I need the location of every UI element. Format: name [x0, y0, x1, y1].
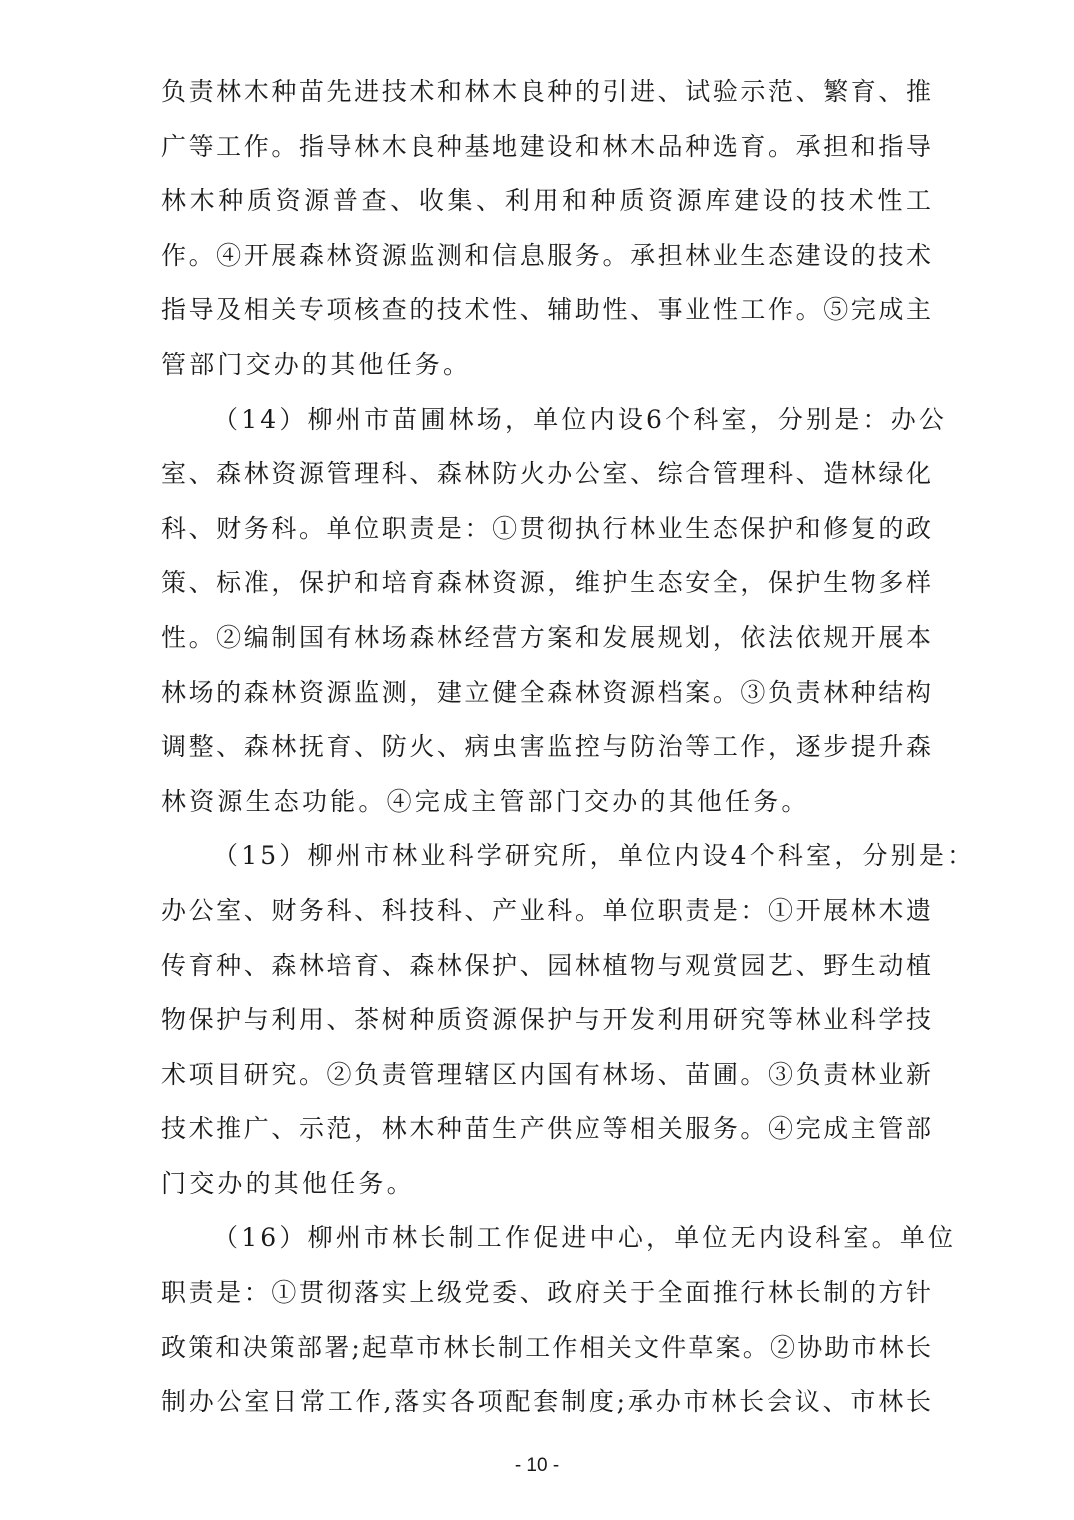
paragraph-heading-14: （14）柳州市苗圃林场，单位内设6个科室，分别是：办公 [213, 404, 948, 434]
text-line: 门交办的其他任务。 [161, 1168, 415, 1198]
text-line: 职责是：①贯彻落实上级党委、政府关于全面推行林长制的方针 [161, 1278, 931, 1308]
text-line: 调整、森林抚育、防火、病虫害监控与防治等工作，逐步提升森 [161, 732, 931, 762]
paragraph-heading-16: （16）柳州市林长制工作促进中心，单位无内设科室。单位 [213, 1223, 957, 1253]
text-line: 广等工作。指导林木良种基地建设和林木品种选育。承担和指导 [161, 131, 931, 161]
text-line: 传育种、森林培育、森林保护、园林植物与观赏园艺、野生动植 [161, 950, 931, 980]
text-line: 管部门交办的其他任务。 [161, 349, 472, 379]
paragraph-heading-15: （15）柳州市林业科学研究所，单位内设4个科室，分别是： [213, 841, 976, 871]
text-line: 指导及相关专项核查的技术性、辅助性、事业性工作。⑤完成主 [161, 295, 931, 325]
text-line: 制办公室日常工作,落实各项配套制度;承办市林长会议、市林长 [161, 1387, 931, 1417]
page-number: - 10 - [514, 1455, 560, 1476]
text-line: 性。②编制国有林场森林经营方案和发展规划，依法依规开展本 [161, 622, 931, 652]
document-body [161, 65, 976, 1430]
text-line: 林木种质资源普查、收集、利用和种质资源库建设的技术性工 [161, 186, 931, 216]
text-line: 物保护与利用、茶树种质资源保护与开发利用研究等林业科学技 [161, 1005, 931, 1035]
text-line: 科、财务科。单位职责是：①贯彻执行林业生态保护和修复的政 [161, 513, 931, 543]
text-line: 办公室、财务科、科技科、产业科。单位职责是：①开展林木遗 [161, 895, 931, 925]
text-line: 林场的森林资源监测，建立健全森林资源档案。③负责林种结构 [161, 677, 931, 707]
text-line: 室、森林资源管理科、森林防火办公室、综合管理科、造林绿化 [161, 459, 931, 489]
text-line: 负责林木种苗先进技术和林木良种的引进、试验示范、繁育、推 [161, 77, 931, 106]
text-line: 作。④开展森林资源监测和信息服务。承担林业生态建设的技术 [161, 240, 931, 270]
text-line: 术项目研究。②负责管理辖区内国有林场、苗圃。③负责林业新 [161, 1059, 931, 1089]
text-line: 政策和决策部署;起草市林长制工作相关文件草案。②协助市林长 [161, 1332, 931, 1362]
text-line: 技术推广、示范，林木种苗生产供应等相关服务。④完成主管部 [161, 1114, 931, 1144]
text-line: 策、标准，保护和培育森林资源，维护生态安全，保护生物多样 [161, 568, 931, 598]
text-line: 林资源生态功能。④完成主管部门交办的其他任务。 [161, 786, 810, 816]
